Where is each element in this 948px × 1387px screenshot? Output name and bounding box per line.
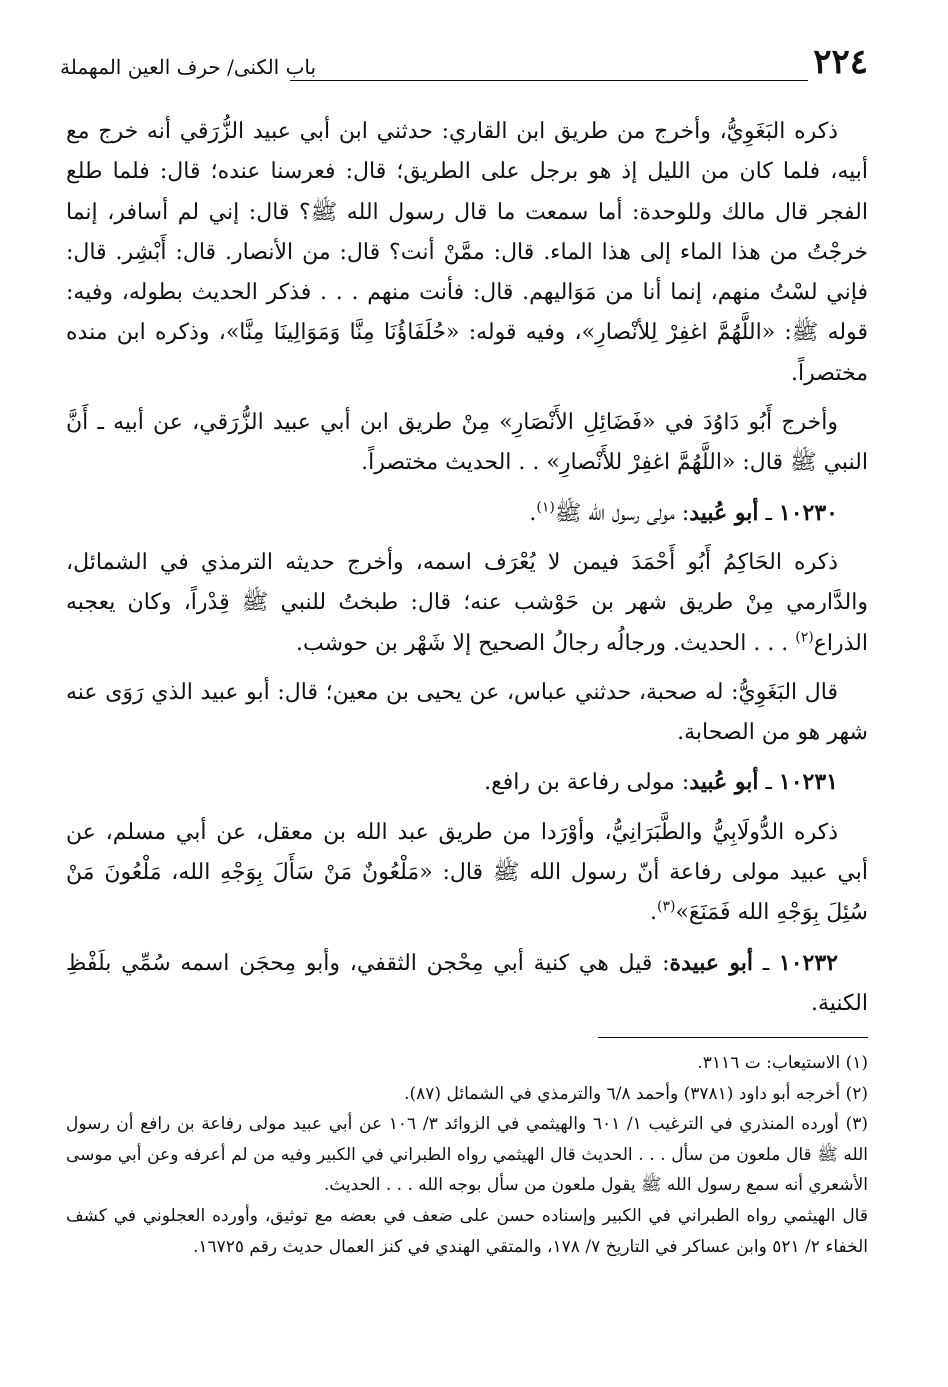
footnote: قال الهيثمي رواه الطبراني في الكبير وإسناده حسن على ضعف في بعضه مع توثيق، وأورده العجلوني في كشف الخفاء ٢/ ٥٢١ وابن عساكر في التاريخ ٧/ ١٧٨، والمتقي الهندي في كنز العمال حديث رقم ١٦٧٢٥. xyxy=(66,1205,868,1257)
footnote-marker: (٣) xyxy=(656,899,676,916)
page-header xyxy=(60,42,868,86)
entry-title: أبو عبيدة xyxy=(669,949,753,976)
entry-number: ١٠٢٣٠ xyxy=(778,499,838,526)
running-head: باب الكنى/ حرف العين المهملة xyxy=(60,55,317,79)
entry-end: . xyxy=(529,500,537,526)
paragraph: ذكره البَغَوِيُّ، وأخرج من طريق ابن القاري: حدثني ابن أبي عبيد الزُّرَقي أنه خرج مع أبيه، فلما كان من الليل إذ هو برجل على الطريق؛ قال: فعرسنا عنده؛ قال: فلما طلع الفجر قال مالك وللوحدة: أما سمعت ما قال رسول الله ﷺ؟ قال: إني لم أسافر، إنما خرجْتُ من هذا الماء إلى هذا الماء. قال: ممَّنْ أنت؟ قال: من الأنصار. قال: أَبْشِر. قال: فإني لسْتُ منهم، إنما أنا من مَوَاليهم. قال: فأنت منهم . . . فذكر الحديث بطوله، وفيه: قوله ﷺ: «اللَّهُمَّ اغفِرْ لِلأنْصارِ»، وفيه قوله: «حُلَفَاؤُنَا مِنَّا وَمَوَالِينَا مِنَّا»، وذكره ابن منده مختصراً. xyxy=(66,119,868,386)
entry-title: أبو عُبيد xyxy=(689,769,759,796)
footnote: (٢) أخرجه أبو داود (٣٧٨١) وأحمد ٦/٨ والترمذي في الشمائل (٨٧). xyxy=(404,1083,868,1104)
main-text xyxy=(66,112,868,1033)
page-number: ٢٢٤ xyxy=(813,42,868,82)
entry-number: ١٠٢٣١ xyxy=(778,769,838,796)
paragraph-text: ذكره الدُّولَابِيُّ والطَّبَرَانِيُّ، وأوْرَدا من طريق عبد الله بن معقل، عن أبي مسلم، عن أبي عبيد مولى رفاعة أنّ رسول الله ﷺ قال: «مَلْعُونٌ مَنْ سَأَلَ بِوَجْهِ الله، مَلْعُونَ مَنْ سُئِلَ بِوَجْهِ الله فَمَنَعَ» xyxy=(66,819,868,926)
entry-text: : مولى رفاعة بن رافع. xyxy=(484,770,690,796)
entry-title: أبو عُبيد xyxy=(689,499,759,526)
footnote-marker: (١) xyxy=(536,499,555,516)
paragraph xyxy=(66,543,868,664)
paragraph-text: . xyxy=(649,900,657,926)
footnote: (٣) أورده المنذري في الترغيب ١/ ٦٠١ والهيثمي في الزوائد ٣/ ١٠٦ عن أبي عبيد مولى رفاعة بن رافع أن رسول الله ﷺ قال ملعون من سأل . . . الحديث قال الهيثمي رواه الطبراني في الكبير وفيه من لم أعرفه وعن أبي موسى الأشعري أنه سمع رسول الله ﷺ يقول ملعون من سأل بوجه الله . . . الحديث. xyxy=(66,1114,868,1196)
entry-text: : قيل هي كنية أبي مِحْجن الثقفي، وأبو مِحجَن اسمه سُمِّي بلَفْظِ الكنية. xyxy=(66,950,868,1016)
paragraph-text: ذكره الحَاكِمُ أَبُو أَحْمَدَ فيمن لا يُعْرَف اسمه، وأخرج حديثه الترمذي في الشمائل، والدَّارمي مِنْ طريق شهر بن حَوْشب عنه؛ قال: طبختُ للنبي ﷺ قِدْراً، وكان يعجبه الذراع xyxy=(66,549,868,656)
footnote: (١) الاستيعاب: ت ٣١١٦. xyxy=(697,1053,868,1073)
entry-text: : مولى رسول الله ﷺ xyxy=(554,500,690,526)
footnotes xyxy=(66,1048,868,1262)
entry-heading: ١٠٢٣٢ ـ أبو عبيدة: قيل هي كنية أبي مِحْجن الثقفي، وأبو مِحجَن اسمه سُمِّي بلَفْظِ الكنية. xyxy=(66,949,868,1016)
paragraph xyxy=(66,813,868,934)
paragraph: وأخرج أَبُو دَاوُدَ في «فَضَائِلِ الأَنْصَارِ» مِنْ طريق ابن أبي عبيد الزُّرَقي، عن أبيه ـ أَنَّ النبي ﷺ قال: «اللَّهُمَّ اغفِرْ للأَنْصارِ» . . الحديث مختصراً. xyxy=(66,410,868,476)
paragraph: قال البَغَوِيُّ: له صحبة، حدثني عباس، عن يحيى بن معين؛ قال: أبو عبيد الذي رَوَى عنه شهر هو من الصحابة. xyxy=(66,679,868,746)
entry-heading: ١٠٢٣٠ ـ أبو عُبيد: مولى رسول الله ﷺ$^{(١)}$. xyxy=(529,499,838,526)
footnote-rule xyxy=(598,1037,868,1038)
header-rule xyxy=(290,80,808,81)
footnote-marker: (٢) xyxy=(795,629,814,646)
paragraph-text: . . . الحديث. ورجالُه رجالُ الصحيح إلا شَهْر بن حوشب. xyxy=(295,630,789,656)
entry-heading: ١٠٢٣١ ـ أبو عُبيد: مولى رفاعة بن رافع. xyxy=(484,769,838,796)
entry-number: ١٠٢٣٢ xyxy=(778,949,838,976)
